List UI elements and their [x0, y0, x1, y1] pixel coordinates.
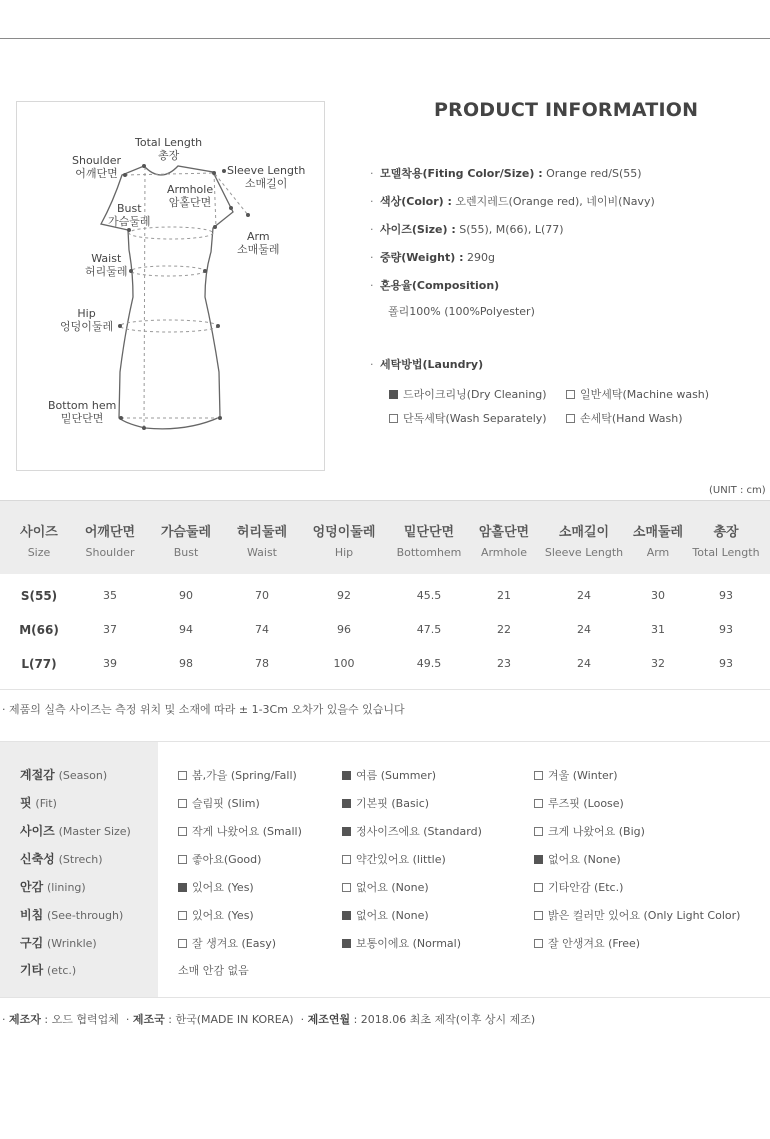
attr-option-label: 없어요 (None): [356, 881, 429, 894]
table-cell: 90: [179, 589, 193, 602]
manufacturer-info: · 제조자 : 오드 협력업체 · 제조국 : 한국(MADE IN KOREA) · 제조연월 : 2018.06 최초 제작(이후 상시 제조): [2, 1013, 536, 1026]
info-row-weight: · 중량(Weight) : 290g: [370, 251, 495, 264]
checkbox-icon: [342, 827, 351, 836]
th-total-length: 총장 Total Length: [692, 525, 760, 559]
info-row-fitting: · 모델착용(Fiting Color/Size) : Orange red/S(55): [370, 167, 642, 180]
attr-label-ko: 안감: [20, 880, 44, 894]
table-cell: 35: [103, 589, 117, 602]
attr-option-label: 있어요 (Yes): [192, 909, 254, 922]
checkbox-icon: [534, 883, 543, 892]
attr-option: [178, 767, 297, 783]
table-cell: 78: [255, 657, 269, 670]
table-cell: 24: [577, 623, 591, 636]
table-cell: 93: [719, 589, 733, 602]
size-note: · 제품의 실측 사이즈는 측정 위치 및 소재에 따라 ± 1-3Cm 오차가 있을수 있습니다: [2, 703, 405, 716]
table-bottom-rule: [0, 689, 770, 690]
table-cell: 47.5: [416, 623, 442, 636]
checkbox-icon: [534, 771, 543, 780]
th-hip: 엉덩이둘레 Hip: [312, 525, 376, 559]
checkbox-icon: [342, 883, 351, 892]
checkbox-icon: [178, 771, 187, 780]
th-sleeve-length: 소매길이 Sleeve Length: [544, 525, 624, 559]
attr-label-ko: 신축성: [20, 852, 55, 866]
table-cell-size: S(55): [20, 589, 58, 603]
attr-label-ko: 계절감: [20, 768, 55, 782]
table-cell: 94: [179, 623, 193, 636]
attr-label-en: (lining): [47, 881, 86, 894]
attr-option-label: 기본핏 (Basic): [356, 797, 430, 810]
composition-value: 폴리100% (100%Polyester): [388, 305, 535, 318]
attr-option-label: 기타안감 (Etc.): [548, 881, 624, 894]
th-size: 사이즈 Size: [20, 525, 58, 559]
table-cell: 37: [103, 623, 117, 636]
attr-label-en: (See-through): [47, 909, 124, 922]
attr-option: [178, 907, 254, 923]
attr-label-ko: 핏: [20, 796, 32, 810]
attr-option-label: 없어요 (None): [548, 853, 621, 866]
attr-label-etc: 기타 (etc.): [20, 963, 77, 977]
table-cell: 22: [497, 623, 511, 636]
attr-label: [20, 766, 107, 783]
info-row-composition: · 혼용율(Composition): [370, 279, 500, 292]
attr-label-en: (Strech): [58, 853, 103, 866]
checkbox-icon: [342, 771, 351, 780]
attr-etc-value: 소매 안감 없음: [178, 964, 249, 977]
attr-option: [534, 907, 740, 923]
table-cell: 100: [333, 657, 355, 670]
checkbox-icon: [342, 855, 351, 864]
checkbox-icon: [534, 799, 543, 808]
table-cell: 23: [497, 657, 511, 670]
checkbox-icon: [534, 911, 543, 920]
laundry-wash-separately: 단독세탁(Wash Separately): [389, 410, 547, 426]
label-armhole: Armhole 암홀단면: [167, 183, 214, 209]
laundry-title: · 세탁방법(Laundry): [370, 358, 484, 371]
attr-option: [178, 879, 254, 895]
attr-option: [178, 851, 261, 867]
checkbox-icon: [389, 414, 398, 423]
attr-label: [20, 906, 123, 923]
checkbox-icon: [342, 799, 351, 808]
attr-label-ko: 비침: [20, 908, 44, 922]
laundry-machine-wash: 일반세탁(Machine wash): [566, 386, 709, 402]
attr-label-en: (Season): [58, 769, 108, 782]
attr-option-label: 없어요 (None): [356, 909, 429, 922]
attr-option-label: 크게 나왔어요 (Big): [548, 825, 645, 838]
attr-option-label: 잘 안생겨요 (Free): [548, 937, 641, 950]
attr-option: [534, 879, 623, 895]
th-bust: 가슴둘레 Bust: [160, 525, 212, 559]
checkbox-icon: [566, 390, 575, 399]
attr-label-ko: 사이즈: [20, 824, 55, 838]
attr-option: [342, 907, 429, 923]
attr-option-label: 좋아요(Good): [192, 853, 262, 866]
laundry-hand-wash: 손세탁(Hand Wash): [566, 410, 683, 426]
attr-option: [342, 851, 446, 867]
attr-label: [20, 878, 86, 895]
attr-label: [20, 794, 57, 811]
label-shoulder: Shoulder 어깨단면: [72, 154, 121, 180]
table-cell-size: M(66): [19, 623, 59, 637]
attr-option-label: 봄,가을 (Spring/Fall): [192, 769, 297, 782]
attributes-bottom-rule: [0, 997, 770, 998]
attr-option-label: 잘 생겨요 (Easy): [192, 937, 277, 950]
checkbox-icon: [534, 939, 543, 948]
measurement-diagram: [16, 101, 325, 471]
attr-option-label: 여름 (Summer): [356, 769, 437, 782]
table-cell: 92: [337, 589, 351, 602]
label-hip: Hip 엉덩이둘레: [60, 307, 114, 333]
checkbox-icon: [178, 855, 187, 864]
table-cell: 93: [719, 623, 733, 636]
attr-option: [178, 935, 276, 951]
table-cell-size: L(77): [21, 657, 57, 671]
checkbox-icon: [342, 911, 351, 920]
attr-option-label: 슬림핏 (Slim): [192, 797, 260, 810]
th-armhole: 암홀단면 Armhole: [478, 525, 530, 559]
table-cell: 49.5: [416, 657, 442, 670]
attr-option: [178, 795, 260, 811]
table-cell: 74: [255, 623, 269, 636]
checkbox-icon: [342, 939, 351, 948]
attr-label: [20, 934, 97, 951]
attr-option: [534, 823, 645, 839]
attr-option-label: 있어요 (Yes): [192, 881, 254, 894]
checkbox-icon: [534, 827, 543, 836]
table-cell: 70: [255, 589, 269, 602]
table-cell: 96: [337, 623, 351, 636]
label-sleeve-length: Sleeve Length 소매길이: [227, 164, 306, 190]
attr-option: [534, 851, 621, 867]
attr-option-label: 밝은 컬러만 있어요 (Only Light Color): [548, 909, 741, 922]
attr-option-label: 겨울 (Winter): [548, 769, 618, 782]
table-cell: 24: [577, 657, 591, 670]
attr-option-label: 보통이에요 (Normal): [356, 937, 462, 950]
attr-option: [342, 879, 429, 895]
attr-option: [342, 767, 436, 783]
attr-label-en: (Master Size): [58, 825, 131, 838]
unit-label: (UNIT : cm): [709, 485, 766, 496]
laundry-dry-cleaning: 드라이크리닝(Dry Cleaning): [389, 386, 547, 402]
table-cell: 98: [179, 657, 193, 670]
table-cell: 32: [651, 657, 665, 670]
attr-label-en: (Wrinkle): [47, 937, 97, 950]
attr-option: [178, 823, 302, 839]
checkbox-icon: [178, 799, 187, 808]
attr-label: [20, 850, 103, 867]
checkbox-icon: [389, 390, 398, 399]
attr-option: [534, 795, 624, 811]
table-cell: 24: [577, 589, 591, 602]
attr-option: [534, 935, 640, 951]
th-arm: 소매둘레 Arm: [632, 525, 684, 559]
checkbox-icon: [534, 855, 543, 864]
attr-option: [342, 935, 461, 951]
product-info-title: PRODUCT INFORMATION: [434, 99, 699, 121]
checkbox-icon: [178, 827, 187, 836]
attr-option: [342, 795, 429, 811]
table-cell: 30: [651, 589, 665, 602]
table-cell: 93: [719, 657, 733, 670]
attr-label-ko: 구김: [20, 936, 44, 950]
attr-option-label: 루즈핏 (Loose): [548, 797, 624, 810]
attr-option: [534, 767, 618, 783]
attr-option-label: 약간있어요 (little): [356, 853, 446, 866]
attr-label: [20, 822, 131, 839]
checkbox-icon: [178, 939, 187, 948]
table-cell: 31: [651, 623, 665, 636]
label-bottom-hem: Bottom hem 밑단단면: [48, 399, 117, 425]
th-bottomhem: 밑단단면 Bottomhem: [396, 525, 462, 559]
checkbox-icon: [566, 414, 575, 423]
attr-option-label: 작게 나왔어요 (Small): [192, 825, 302, 838]
th-shoulder: 어깨단면 Shoulder: [84, 525, 136, 559]
info-row-color: · 색상(Color) : 오렌지레드(Orange red), 네이비(Navy): [370, 195, 655, 208]
attr-option: [342, 823, 482, 839]
label-waist: Waist 허리둘레: [85, 252, 128, 278]
checkbox-icon: [178, 911, 187, 920]
checkbox-icon: [178, 883, 187, 892]
attr-option-label: 정사이즈에요 (Standard): [356, 825, 482, 838]
label-arm: Arm 소매둘레: [237, 230, 280, 256]
info-row-size: · 사이즈(Size) : S(55), M(66), L(77): [370, 223, 564, 236]
table-cell: 21: [497, 589, 511, 602]
th-waist: 허리둘레 Waist: [236, 525, 288, 559]
label-bust: Bust 가슴둘레: [108, 202, 151, 228]
table-cell: 39: [103, 657, 117, 670]
top-divider: [0, 38, 770, 39]
label-total-length: Total Length 총장: [135, 136, 203, 162]
table-cell: 45.5: [416, 589, 442, 602]
attr-label-en: (Fit): [35, 797, 57, 810]
